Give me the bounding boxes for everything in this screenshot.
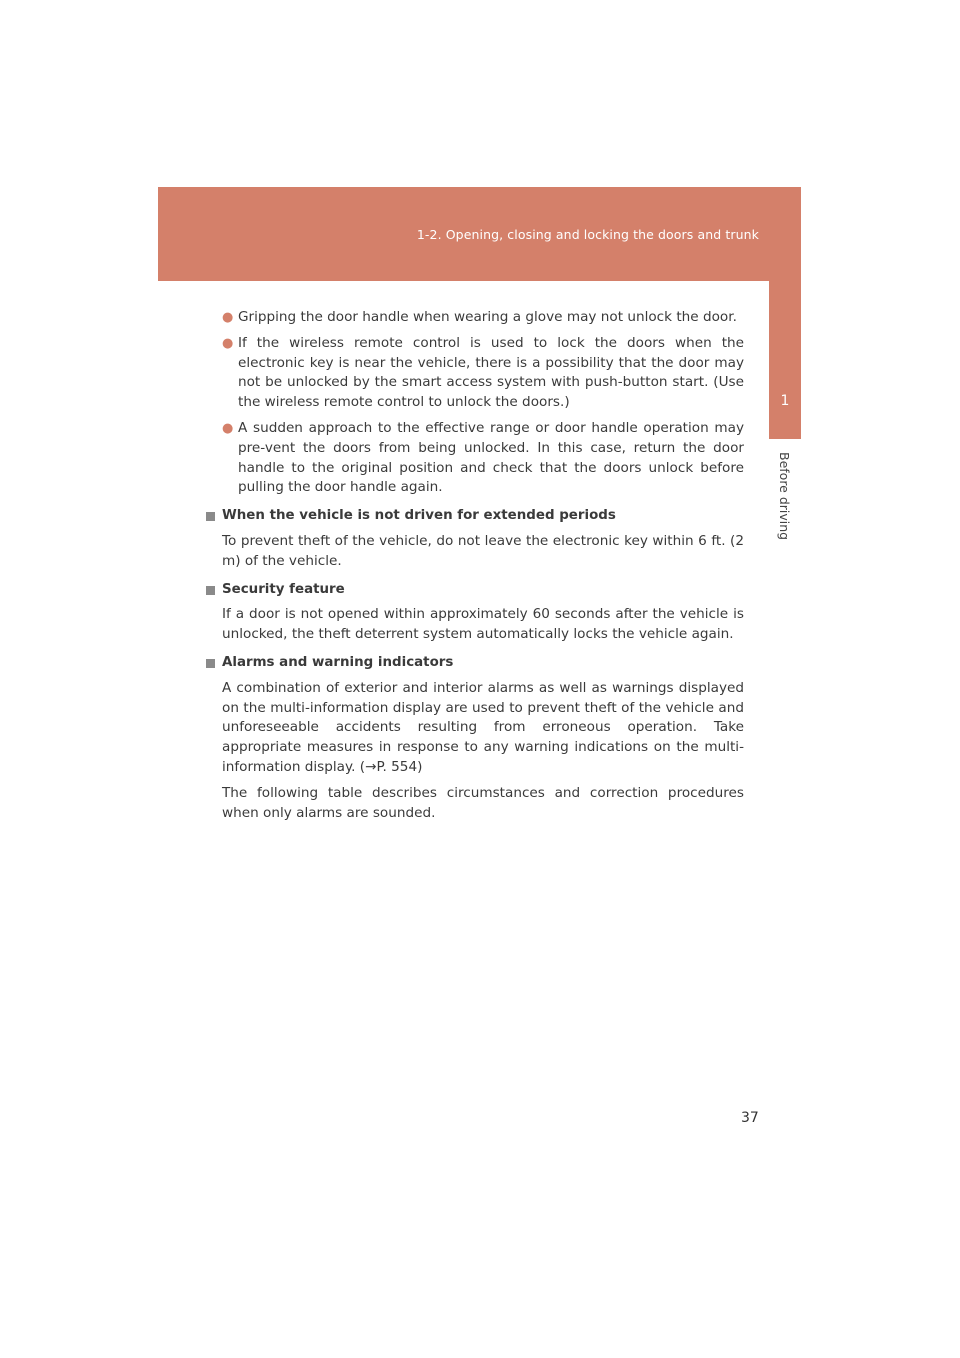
section-paragraph: The following table describes circumstances and correction procedures when only alarms are sounded.: [222, 784, 744, 821]
bullet-text: If the wireless remote control is used to lock the doors when the electronic key is near the vehicle, there is a possibility that the door may not be unlocked by the smart access system with push-button start. (Use the wireless remote control to unlock the doors.): [238, 334, 744, 411]
section-heading: [206, 653, 744, 673]
bullet-text: A sudden approach to the effective range or door handle operation may pre-vent the doors from being unlocked. In this case, return the door handle to the original position and check that the doors unlock before pulling the door handle again.: [238, 419, 744, 496]
square-bullet-icon: [206, 512, 215, 521]
square-bullet-icon: [206, 659, 215, 668]
section-alarms: [222, 653, 744, 823]
chapter-number: 1: [780, 393, 790, 409]
square-bullet-icon: [206, 586, 215, 595]
section-body: [222, 605, 744, 645]
section-heading-text: When the vehicle is not driven for extended periods: [222, 508, 616, 524]
page-number: 37: [741, 1110, 759, 1126]
section-heading: [206, 506, 744, 526]
chapter-tab: [769, 281, 801, 439]
chapter-label-wrapper: [769, 452, 801, 542]
bullet-item: [222, 308, 744, 328]
section-paragraph: To prevent theft of the vehicle, do not leave the electronic key within 6 ft. (2 m) of the vehicle.: [222, 532, 744, 569]
section-body: [222, 532, 744, 572]
section-body: [222, 679, 744, 824]
chapter-label: Before driving: [777, 452, 792, 541]
section-extended-periods: [222, 506, 744, 571]
section-heading: [206, 580, 744, 600]
bullet-item: [222, 334, 744, 413]
page-content: [222, 308, 744, 829]
section-security-feature: [222, 580, 744, 645]
bullet-dot-icon: ●: [222, 310, 234, 325]
bullet-dot-icon: ●: [222, 335, 234, 351]
bullet-text: Gripping the door handle when wearing a glove may not unlock the door.: [238, 309, 737, 325]
section-heading-text: Security feature: [222, 581, 345, 597]
section-title: 1-2. Opening, closing and locking the doors and trunk: [416, 227, 759, 242]
bullet-item: [222, 419, 744, 498]
section-heading-text: Alarms and warning indicators: [222, 654, 454, 670]
header-band: [158, 187, 801, 281]
section-paragraph: If a door is not opened within approximately 60 seconds after the vehicle is unlocked, the theft deterrent system automatically locks the vehicle again.: [222, 606, 744, 643]
bullet-dot-icon: ●: [222, 420, 234, 436]
section-paragraph: A combination of exterior and interior alarms as well as warnings displayed on the multi-information display are used to prevent theft of the vehicle and unforeseeable accidents resulting from erroneous operation. Take appropriate measures in response to any warning indications on the multi-information display. (→P. 554): [222, 679, 744, 775]
